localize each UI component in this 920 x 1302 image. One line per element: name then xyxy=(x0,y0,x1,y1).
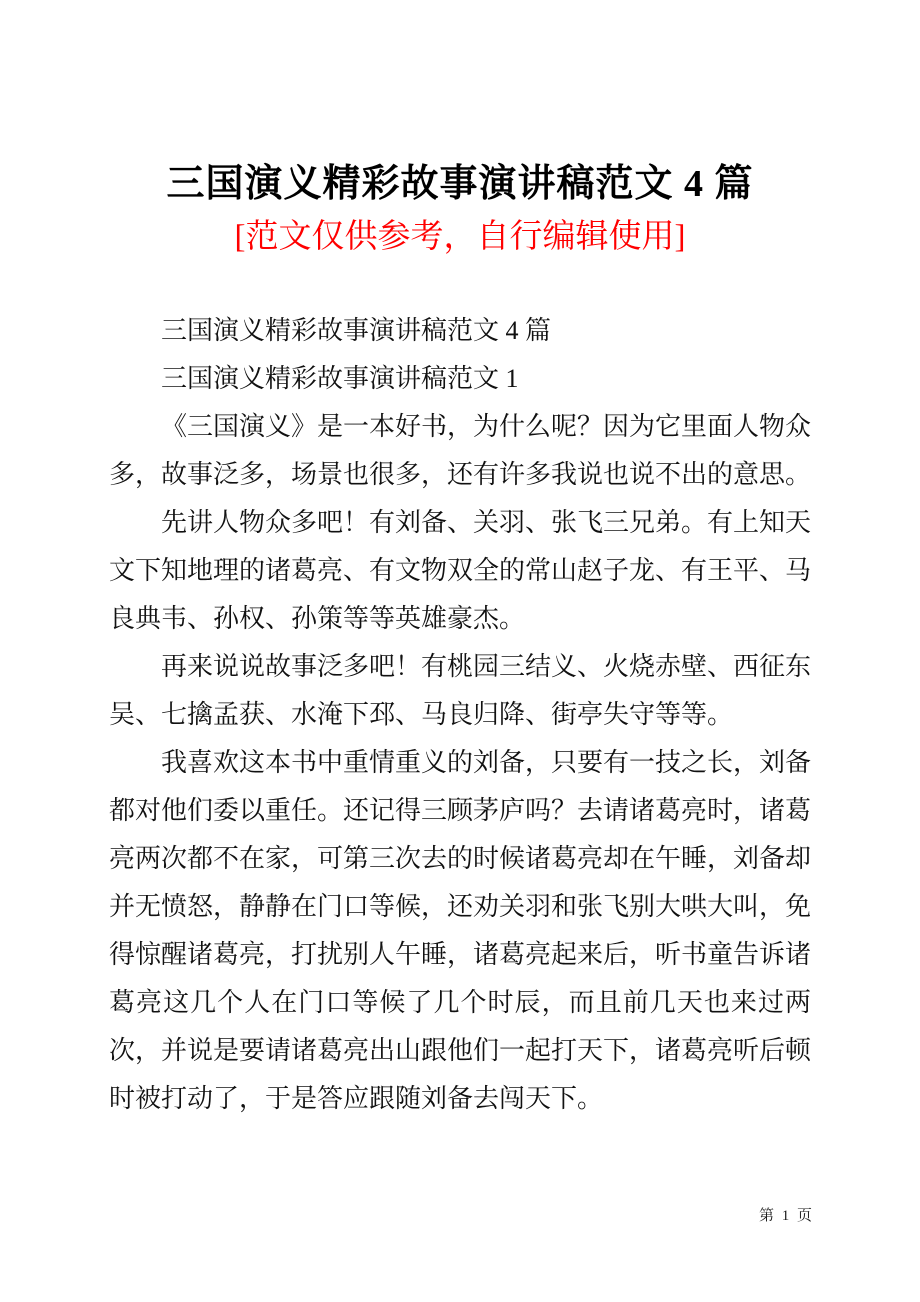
document-body xyxy=(109,307,811,1123)
paragraph-intro: 《三国演义》是一本好书，为什么呢？因为它里面人物众多，故事泛多，场景也很多，还有许多我说也说不出的意思。 xyxy=(109,412,812,489)
paragraph-liubei: 我喜欢这本书中重情重义的刘备，只要有一技之长，刘备都对他们委以重任。还记得三顾茅庐吗？去请诸葛亮时，诸葛亮两次都不在家，可第三次去的时候诸葛亮却在午睡，刘备却并无愤怒，静静在门口等候，还劝关羽和张飞别大哄大叫，免得惊醒诸葛亮，打扰别人午睡，诸葛亮起来后，听书童告诉诸葛亮这几个人在门口等候了几个时辰，而且前几天也来过两次，并说是要请诸葛亮出山跟他们一起打天下，诸葛亮听后顿时被打动了，于是答应跟随刘备去闯天下。 xyxy=(109,748,812,1113)
document-subtitle-notice: [范文仅供参考，自行编辑使用] xyxy=(234,219,686,255)
document-title: 三国演义精彩故事演讲稿范文 4 篇 xyxy=(166,163,754,205)
paragraph-stories: 再来说说故事泛多吧！有桃园三结义、火烧赤壁、西征东吴、七擒孟获、水淹下邳、马良归降、街亭失守等等。 xyxy=(109,652,812,729)
paragraph-characters: 先讲人物众多吧！有刘备、关羽、张飞三兄弟。有上知天文下知地理的诸葛亮、有文物双全的常山赵子龙、有王平、马良典韦、孙权、孙策等等英雄豪杰。 xyxy=(109,508,812,633)
paragraph-heading-collection: 三国演义精彩故事演讲稿范文 4 篇 xyxy=(161,316,552,345)
paragraph-heading-sample-1: 三国演义精彩故事演讲稿范文 1 xyxy=(161,364,519,393)
page-number: 第 1 页 xyxy=(758,1208,814,1224)
